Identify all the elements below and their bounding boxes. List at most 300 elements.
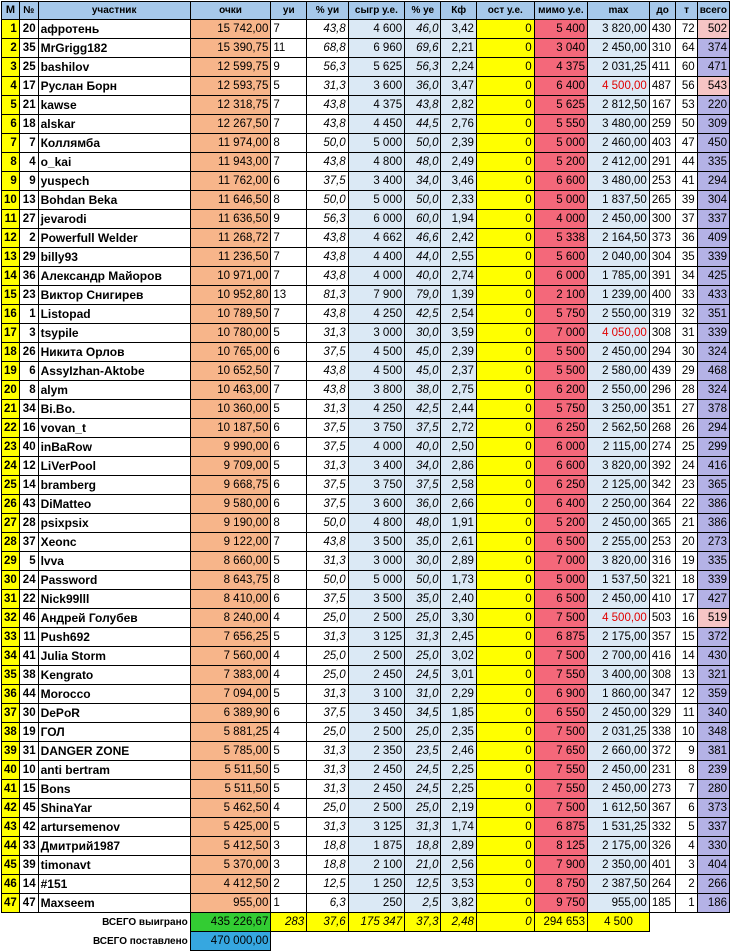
pct-ui-cell: 43,8 [307, 153, 349, 172]
header-num: № [19, 2, 38, 20]
rank-cell: 10 [2, 191, 20, 210]
played-cell: 2 500 [348, 609, 404, 628]
remaining-cell: 0 [476, 381, 534, 400]
pct-ui-cell: 50,0 [307, 514, 349, 533]
pct-ui-cell: 50,0 [307, 191, 349, 210]
pct-ui-cell: 37,5 [307, 590, 349, 609]
ui-cell: 4 [271, 647, 307, 666]
rank-cell: 21 [2, 400, 20, 419]
total-cell: 378 [697, 400, 729, 419]
ui-cell: 4 [271, 799, 307, 818]
remaining-cell: 0 [476, 457, 534, 476]
pct-ui-cell: 43,8 [307, 115, 349, 134]
pct-ui-cell: 31,3 [307, 400, 349, 419]
table-row [2, 571, 730, 590]
ui-cell: 5 [271, 77, 307, 96]
do-cell: 411 [649, 58, 676, 77]
number-cell: 45 [19, 799, 38, 818]
max-cell: 1 612,50 [588, 799, 650, 818]
do-cell: 274 [649, 438, 676, 457]
played-cell: 4 400 [348, 248, 404, 267]
remaining-cell: 0 [476, 419, 534, 438]
remaining-cell: 0 [476, 153, 534, 172]
kf-cell: 2,29 [441, 685, 476, 704]
remaining-cell: 0 [476, 799, 534, 818]
remaining-cell: 0 [476, 229, 534, 248]
table-row [2, 115, 730, 134]
table-row [2, 153, 730, 172]
t-cell: 41 [676, 172, 697, 191]
pct-ue-cell: 37,5 [405, 419, 441, 438]
table-row [2, 58, 730, 77]
missed-cell: 6 000 [534, 267, 587, 286]
table-row [2, 818, 730, 837]
t-cell: 50 [676, 115, 697, 134]
kf-cell: 1,85 [441, 704, 476, 723]
missed-cell: 5 750 [534, 305, 587, 324]
pct-ui-cell: 43,8 [307, 533, 349, 552]
rank-cell: 5 [2, 96, 20, 115]
total-cell: 425 [697, 267, 729, 286]
table-row [2, 590, 730, 609]
remaining-cell: 0 [476, 666, 534, 685]
points-cell: 12 267,50 [190, 115, 271, 134]
kf-cell: 3,42 [441, 20, 476, 39]
pct-ui-cell: 37,5 [307, 419, 349, 438]
max-cell: 2 125,00 [588, 476, 650, 495]
rank-cell: 2 [2, 39, 20, 58]
number-cell: 21 [19, 96, 38, 115]
do-cell: 487 [649, 77, 676, 96]
points-cell: 955,00 [190, 894, 271, 913]
table-row [2, 894, 730, 913]
remaining-cell: 0 [476, 780, 534, 799]
pct-ui-cell: 43,8 [307, 267, 349, 286]
ui-cell: 7 [271, 115, 307, 134]
participant-cell: inBaRow [38, 438, 190, 457]
total-cell: 433 [697, 286, 729, 305]
pct-ui-cell: 56,3 [307, 58, 349, 77]
number-cell: 6 [19, 362, 38, 381]
kf-cell: 2,44 [441, 400, 476, 419]
total-cell: 304 [697, 191, 729, 210]
participant-cell: Руслан Борн [38, 77, 190, 96]
number-cell: 43 [19, 495, 38, 514]
max-cell: 2 450,00 [588, 761, 650, 780]
ui-cell: 5 [271, 552, 307, 571]
pct-ui-cell: 81,3 [307, 286, 349, 305]
participant-cell: alskar [38, 115, 190, 134]
t-cell: 5 [676, 818, 697, 837]
participant-cell: Коллямба [38, 134, 190, 153]
points-cell: 7 560,00 [190, 647, 271, 666]
max-cell: 3 820,00 [588, 20, 650, 39]
pct-ui-cell: 43,8 [307, 248, 349, 267]
pct-ue-cell: 34,0 [405, 172, 441, 191]
total-cell: 430 [697, 647, 729, 666]
t-cell: 34 [676, 267, 697, 286]
kf-cell: 2,66 [441, 495, 476, 514]
missed-cell: 8 750 [534, 875, 587, 894]
participant-cell: Kengrato [38, 666, 190, 685]
t-cell: 32 [676, 305, 697, 324]
number-cell: 37 [19, 533, 38, 552]
participant-cell: Morocco [38, 685, 190, 704]
table-row [2, 609, 730, 628]
points-cell: 10 360,00 [190, 400, 271, 419]
total-cell: 299 [697, 438, 729, 457]
pct-ue-cell: 21,0 [405, 856, 441, 875]
points-cell: 5 425,00 [190, 818, 271, 837]
participant-cell: Bons [38, 780, 190, 799]
rank-cell: 43 [2, 818, 20, 837]
max-cell: 2 450,00 [588, 704, 650, 723]
played-cell: 4 000 [348, 438, 404, 457]
pct-ui-cell: 31,3 [307, 324, 349, 343]
t-cell: 17 [676, 590, 697, 609]
do-cell: 365 [649, 514, 676, 533]
pct-ue-cell: 34,0 [405, 457, 441, 476]
pct-ue-cell: 43,8 [405, 96, 441, 115]
remaining-cell: 0 [476, 704, 534, 723]
rank-cell: 6 [2, 115, 20, 134]
empty-cell [271, 932, 730, 951]
do-cell: 167 [649, 96, 676, 115]
pct-ue-cell: 60,0 [405, 210, 441, 229]
table-row [2, 210, 730, 229]
number-cell: 4 [19, 153, 38, 172]
pct-ui-cell: 37,5 [307, 438, 349, 457]
ui-cell: 6 [271, 343, 307, 362]
ui-cell: 5 [271, 761, 307, 780]
participant-cell: Виктор Снигирев [38, 286, 190, 305]
points-cell: 5 511,50 [190, 780, 271, 799]
rank-cell: 34 [2, 647, 20, 666]
t-cell: 30 [676, 343, 697, 362]
t-cell: 28 [676, 381, 697, 400]
table-row [2, 362, 730, 381]
do-cell: 268 [649, 419, 676, 438]
pct-ue-cell: 25,0 [405, 647, 441, 666]
rank-cell: 44 [2, 837, 20, 856]
rank-cell: 11 [2, 210, 20, 229]
missed-cell: 6 875 [534, 818, 587, 837]
t-cell: 35 [676, 248, 697, 267]
kf-cell: 1,74 [441, 818, 476, 837]
ui-cell: 7 [271, 248, 307, 267]
participant-cell: афротень [38, 20, 190, 39]
max-cell: 2 040,00 [588, 248, 650, 267]
pct-ue-cell: 36,0 [405, 495, 441, 514]
max-cell: 2 115,00 [588, 438, 650, 457]
ui-cell: 8 [271, 571, 307, 590]
table-row [2, 761, 730, 780]
t-cell: 33 [676, 286, 697, 305]
table-row [2, 647, 730, 666]
participant-cell: artursemenov [38, 818, 190, 837]
do-cell: 430 [649, 20, 676, 39]
remaining-cell: 0 [476, 267, 534, 286]
t-cell: 22 [676, 495, 697, 514]
ui-cell: 9 [271, 210, 307, 229]
pct-ue-cell: 42,5 [405, 305, 441, 324]
rank-cell: 3 [2, 58, 20, 77]
remaining-cell: 0 [476, 305, 534, 324]
t-cell: 7 [676, 780, 697, 799]
t-cell: 19 [676, 552, 697, 571]
do-cell: 351 [649, 400, 676, 419]
kf-cell: 1,39 [441, 286, 476, 305]
rank-cell: 47 [2, 894, 20, 913]
missed-cell: 5 000 [534, 191, 587, 210]
rank-cell: 33 [2, 628, 20, 647]
t-cell: 18 [676, 571, 697, 590]
kf-cell: 2,82 [441, 96, 476, 115]
points-cell: 9 709,00 [190, 457, 271, 476]
max-cell: 2 550,00 [588, 381, 650, 400]
max-cell: 3 400,00 [588, 666, 650, 685]
remaining-cell: 0 [476, 172, 534, 191]
played-cell: 7 900 [348, 286, 404, 305]
played-cell: 2 100 [348, 856, 404, 875]
rank-cell: 13 [2, 248, 20, 267]
max-cell: 2 175,00 [588, 837, 650, 856]
number-cell: 9 [19, 172, 38, 191]
table-row [2, 96, 730, 115]
remaining-cell: 0 [476, 20, 534, 39]
played-cell: 2 500 [348, 647, 404, 666]
total-cell: 416 [697, 457, 729, 476]
pct-ue-cell: 12,5 [405, 875, 441, 894]
do-cell: 372 [649, 742, 676, 761]
header-played: сыгр у.е. [348, 2, 404, 20]
missed-cell: 6 900 [534, 685, 587, 704]
header-pct-ue: % уе [405, 2, 441, 20]
ui-cell: 7 [271, 267, 307, 286]
table-row [2, 248, 730, 267]
total-cell: 381 [697, 742, 729, 761]
pct-ui-cell: 43,8 [307, 381, 349, 400]
table-row [2, 172, 730, 191]
remaining-cell: 0 [476, 514, 534, 533]
kf-cell: 2,45 [441, 628, 476, 647]
table-row [2, 628, 730, 647]
max-cell: 2 031,25 [588, 58, 650, 77]
participant-cell: DANGER ZONE [38, 742, 190, 761]
max-cell: 1 537,50 [588, 571, 650, 590]
max-cell: 2 812,50 [588, 96, 650, 115]
missed-cell: 6 550 [534, 704, 587, 723]
total-cell: 372 [697, 628, 729, 647]
missed-cell: 5 000 [534, 134, 587, 153]
total-cell: 335 [697, 153, 729, 172]
total-cell: 359 [697, 685, 729, 704]
number-cell: 23 [19, 286, 38, 305]
do-cell: 401 [649, 856, 676, 875]
rank-cell: 18 [2, 343, 20, 362]
header-points: очки [190, 2, 271, 20]
missed-cell: 7 500 [534, 647, 587, 666]
kf-cell: 2,54 [441, 305, 476, 324]
missed-cell: 5 600 [534, 248, 587, 267]
pct-ue-cell: 50,0 [405, 191, 441, 210]
kf-cell: 2,89 [441, 552, 476, 571]
points-cell: 12 599,75 [190, 58, 271, 77]
max-cell: 1 785,00 [588, 267, 650, 286]
do-cell: 347 [649, 685, 676, 704]
ui-cell: 1 [271, 894, 307, 913]
points-cell: 8 660,00 [190, 552, 271, 571]
max-cell: 2 450,00 [588, 780, 650, 799]
missed-cell: 5 200 [534, 514, 587, 533]
total-cell: 309 [697, 115, 729, 134]
rank-cell: 31 [2, 590, 20, 609]
played-cell: 2 450 [348, 761, 404, 780]
table-row [2, 77, 730, 96]
totals-section [2, 913, 730, 951]
points-cell: 15 390,75 [190, 39, 271, 58]
pct-ui-cell: 31,3 [307, 628, 349, 647]
played-cell: 3 400 [348, 457, 404, 476]
header-t: т [676, 2, 697, 20]
max-cell: 2 700,00 [588, 647, 650, 666]
ui-cell: 4 [271, 723, 307, 742]
table-row [2, 837, 730, 856]
played-cell: 2 500 [348, 723, 404, 742]
ui-cell: 8 [271, 191, 307, 210]
pct-ue-cell: 36,0 [405, 77, 441, 96]
header-participant: участник [38, 2, 190, 20]
pct-ue-cell: 38,0 [405, 381, 441, 400]
number-cell: 35 [19, 39, 38, 58]
played-cell: 3 600 [348, 77, 404, 96]
participant-cell: billy93 [38, 248, 190, 267]
number-cell: 46 [19, 609, 38, 628]
pct-ue-cell: 25,0 [405, 799, 441, 818]
t-cell: 4 [676, 837, 697, 856]
total-kf: 2,48 [441, 913, 476, 932]
kf-cell: 3,46 [441, 172, 476, 191]
rank-cell: 19 [2, 362, 20, 381]
table-body [2, 20, 730, 913]
played-cell: 4 500 [348, 343, 404, 362]
ui-cell: 7 [271, 229, 307, 248]
rank-cell: 23 [2, 438, 20, 457]
pct-ui-cell: 43,8 [307, 229, 349, 248]
table-row [2, 704, 730, 723]
number-cell: 34 [19, 400, 38, 419]
rank-cell: 38 [2, 723, 20, 742]
pct-ui-cell: 25,0 [307, 647, 349, 666]
remaining-cell: 0 [476, 134, 534, 153]
points-cell: 10 789,50 [190, 305, 271, 324]
do-cell: 503 [649, 609, 676, 628]
ui-cell: 6 [271, 590, 307, 609]
played-cell: 2 500 [348, 799, 404, 818]
table-row [2, 552, 730, 571]
kf-cell: 3,59 [441, 324, 476, 343]
total-cell: 294 [697, 172, 729, 191]
do-cell: 338 [649, 723, 676, 742]
pct-ue-cell: 44,5 [405, 115, 441, 134]
number-cell: 40 [19, 438, 38, 457]
points-cell: 5 370,00 [190, 856, 271, 875]
missed-cell: 5 750 [534, 400, 587, 419]
remaining-cell: 0 [476, 571, 534, 590]
missed-cell: 6 500 [534, 533, 587, 552]
played-cell: 6 960 [348, 39, 404, 58]
total-cell: 365 [697, 476, 729, 495]
number-cell: 16 [19, 419, 38, 438]
pct-ui-cell: 43,8 [307, 96, 349, 115]
missed-cell: 4 375 [534, 58, 587, 77]
number-cell: 14 [19, 875, 38, 894]
total-cell: 266 [697, 875, 729, 894]
max-cell: 3 250,00 [588, 400, 650, 419]
t-cell: 47 [676, 134, 697, 153]
participant-cell: Push692 [38, 628, 190, 647]
pct-ui-cell: 31,3 [307, 685, 349, 704]
t-cell: 16 [676, 609, 697, 628]
participant-cell: Дмитрий1987 [38, 837, 190, 856]
number-cell: 15 [19, 780, 38, 799]
pct-ui-cell: 56,3 [307, 210, 349, 229]
total-cell: 324 [697, 381, 729, 400]
ui-cell: 7 [271, 153, 307, 172]
points-cell: 9 190,00 [190, 514, 271, 533]
header-remaining: ост у.е. [476, 2, 534, 20]
header-missed: мимо у.е. [534, 2, 587, 20]
t-cell: 11 [676, 704, 697, 723]
played-cell: 3 450 [348, 704, 404, 723]
played-cell: 5 000 [348, 134, 404, 153]
missed-cell: 7 500 [534, 609, 587, 628]
points-cell: 11 943,00 [190, 153, 271, 172]
header-row [2, 2, 730, 20]
do-cell: 400 [649, 286, 676, 305]
pct-ue-cell: 37,5 [405, 476, 441, 495]
rank-cell: 46 [2, 875, 20, 894]
total-missed: 294 653 [534, 913, 587, 932]
number-cell: 36 [19, 267, 38, 286]
do-cell: 265 [649, 191, 676, 210]
kf-cell: 3,53 [441, 875, 476, 894]
table-row [2, 20, 730, 39]
total-cell: 348 [697, 723, 729, 742]
table-row [2, 514, 730, 533]
played-cell: 3 400 [348, 172, 404, 191]
kf-cell: 2,72 [441, 419, 476, 438]
total-cell: 373 [697, 799, 729, 818]
remaining-cell: 0 [476, 248, 534, 267]
points-cell: 15 742,00 [190, 20, 271, 39]
number-cell: 47 [19, 894, 38, 913]
pct-ue-cell: 25,0 [405, 723, 441, 742]
points-cell: 8 643,75 [190, 571, 271, 590]
max-cell: 2 031,25 [588, 723, 650, 742]
number-cell: 3 [19, 324, 38, 343]
t-cell: 10 [676, 723, 697, 742]
total-remaining: 0 [476, 913, 534, 932]
number-cell: 41 [19, 647, 38, 666]
staked-total-label: ВСЕГО поставлено [92, 935, 188, 947]
pct-ui-cell: 37,5 [307, 495, 349, 514]
played-cell: 4 250 [348, 400, 404, 419]
played-cell: 5 000 [348, 191, 404, 210]
number-cell: 11 [19, 628, 38, 647]
header-m: М [2, 2, 20, 20]
total-cell: 374 [697, 39, 729, 58]
